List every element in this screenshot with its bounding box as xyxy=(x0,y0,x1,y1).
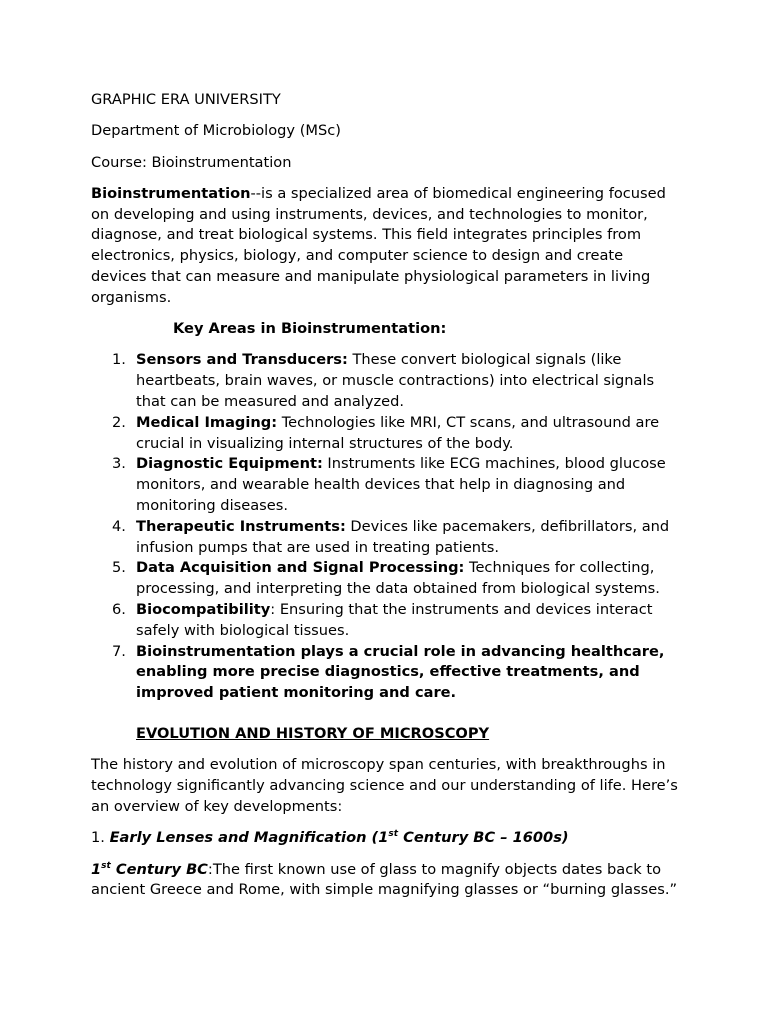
list-item-number: 5. xyxy=(112,559,126,577)
list-item-text: Instruments like ECG machines, blood glucose monitors, and wearable health devices that help in diagnosing and monitoring diseases. xyxy=(136,455,666,515)
list-item xyxy=(91,350,681,412)
list-item-title: Bioinstrumentation plays a crucial role in advancing healthcare, enabling more precise diagnostics, effective treatments, and improved patient monitoring and care. xyxy=(136,642,665,702)
list-item-text: Techniques for collecting, processing, and interpreting the data obtained from biological systems. xyxy=(136,559,660,598)
list-item-title: Medical Imaging: xyxy=(136,413,278,431)
sub-heading-superscript: st xyxy=(388,829,399,840)
sub-heading-title-part: Century BC – 1600s) xyxy=(398,829,569,847)
list-item-title: Sensors and Transducers: xyxy=(136,351,348,369)
sub-heading-number: 1. xyxy=(91,829,110,847)
list-item-title: Data Acquisition and Signal Processing: xyxy=(136,559,465,577)
key-areas-list xyxy=(91,350,681,704)
era-paragraph xyxy=(91,860,681,902)
key-areas-heading: Key Areas in Bioinstrumentation: xyxy=(173,320,447,338)
list-item xyxy=(91,600,681,642)
list-item-number: 6. xyxy=(112,601,126,619)
era-text: :The first known use of glass to magnify objects dates back to ancient Greece and Rome, with simple magnifying glasses or “burning glasses.” xyxy=(91,860,678,899)
intro-paragraph xyxy=(91,184,681,309)
sub-heading xyxy=(91,828,681,849)
era-superscript: st xyxy=(101,860,111,871)
list-item xyxy=(91,413,681,455)
section-title: EVOLUTION AND HISTORY OF MICROSCOPY xyxy=(136,725,490,743)
document-page xyxy=(91,90,681,912)
list-item-text: Devices like pacemakers, defibrillators, and infusion pumps that are used in treating patients. xyxy=(136,517,670,556)
list-item-title: Diagnostic Equipment: xyxy=(136,455,323,473)
history-intro: The history and evolution of microscopy span centuries, with breakthroughs in technology significantly advancing science and our understanding of life. Here’s an overview of key developments: xyxy=(91,756,678,815)
list-item-number: 3. xyxy=(112,455,126,473)
department-name: Department of Microbiology (MSc) xyxy=(91,122,341,140)
list-item-title: Biocompatibility xyxy=(136,601,271,619)
list-item xyxy=(91,454,681,516)
list-item-text: These convert biological signals (like heartbeats, brain waves, or muscle contractions) into electrical signals that can be measured and analyzed. xyxy=(136,351,655,411)
era-label-part: Century BC xyxy=(110,860,208,878)
list-item xyxy=(91,642,681,704)
sub-heading-title xyxy=(110,829,569,846)
list-item-text: Technologies like MRI, CT scans, and ultrasound are crucial in visualizing internal structures of the body. xyxy=(136,413,660,452)
list-item-text: : Ensuring that the instruments and devices interact safely with biological tissues. xyxy=(136,601,653,639)
list-item-title: Therapeutic Instruments: xyxy=(136,517,346,535)
intro-term: Bioinstrumentation xyxy=(91,184,251,202)
list-item-number: 2. xyxy=(112,413,126,431)
list-item xyxy=(91,517,681,559)
list-item xyxy=(91,558,681,600)
sub-heading-title-part: Early Lenses and Magnification (1 xyxy=(109,829,389,847)
era-label-part: 1 xyxy=(91,860,102,878)
list-item-number: 1. xyxy=(112,351,126,369)
list-item-number: 7. xyxy=(112,642,126,660)
university-name: GRAPHIC ERA UNIVERSITY xyxy=(91,91,281,108)
era-label xyxy=(91,861,208,878)
list-item-number: 4. xyxy=(112,517,126,535)
course-name: Course: Bioinstrumentation xyxy=(91,153,292,171)
intro-text: --is a specialized area of biomedical engineering focused on developing and using instruments, devices, and technologies to monitor, diagnose, and treat biological systems. This field integrates principles from electronics, physics, biology, and computer science to design and create devices that can measure and manipulate physiological parameters in living organisms. xyxy=(91,184,666,306)
